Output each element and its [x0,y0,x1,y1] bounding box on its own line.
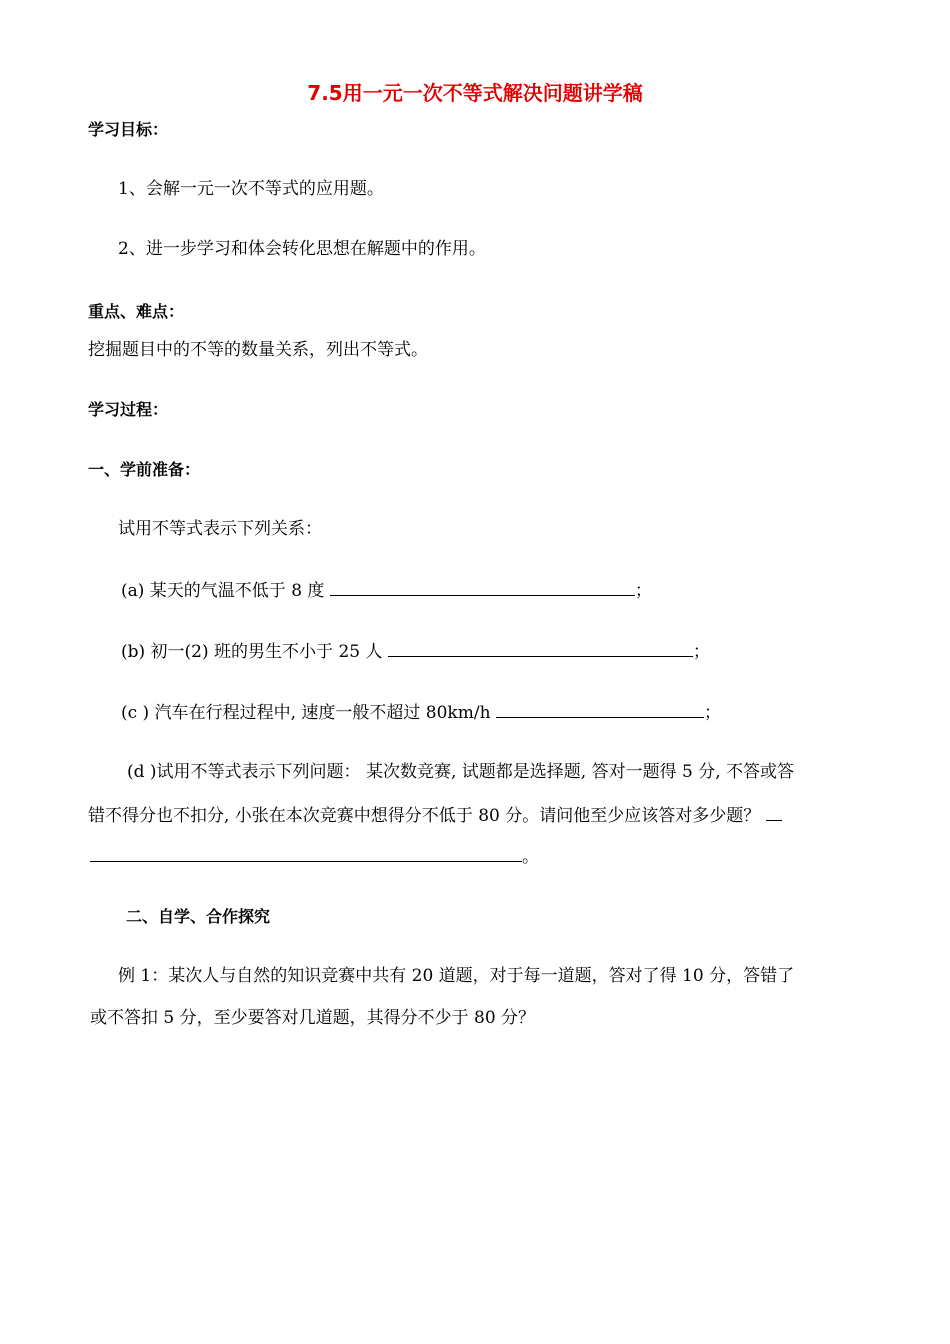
prep-item-b-end: ； [692,642,710,662]
example-1-line1: 例 1：某次人与自然的知识竞赛中共有 20 道题，对于每一道题，答对了得 10 分，答错了 [118,966,795,986]
answer-blank-d[interactable] [90,843,522,862]
document-title: 7.5用一元一次不等式解决问题讲学稿 [307,81,643,105]
answer-blank-d-start[interactable] [766,802,782,821]
answer-blank-a[interactable] [330,577,635,596]
goal-item-2: 2、进一步学习和体会转化思想在解题中的作用。 [118,239,486,259]
prep-item-b-text: (b) 初一(2) 班的男生不小于 25 人 [121,642,383,662]
example-1-line2: 或不答扣 5 分，至少要答对几道题，其得分不少于 80 分？ [90,1008,536,1028]
prep-item-c-text: (c ) 汽车在行程过程中, 速度一般不超过 80km/h [121,703,491,723]
prep-heading: 一、学前准备： [88,460,201,479]
learning-process-heading: 学习过程： [88,400,169,419]
key-points-heading: 重点、难点： [88,302,185,321]
answer-blank-b[interactable] [388,638,693,657]
prep-item-d-line1: (d )试用不等式表示下列问题： 某次数竞赛, 试题都是选择题, 答对一题得 5 分, 不答或答 [127,762,794,782]
prep-item-c [121,699,721,725]
prep-item-c-end: ； [703,703,721,723]
key-points-text: 挖掘题目中的不等的数量关系，列出不等式。 [88,340,428,360]
goal-item-1: 1、会解一元一次不等式的应用题。 [118,179,384,199]
prep-item-a-end: ； [634,581,652,601]
prep-item-d-line3 [90,843,539,869]
prep-item-a [121,577,652,603]
explore-heading: 二、自学、合作探究 [126,907,271,926]
prep-item-d-end: 。 [522,847,539,867]
prep-intro: 试用不等式表示下列关系： [118,519,322,539]
prep-item-d-line2 [88,802,782,828]
learning-goals-heading: 学习目标： [88,120,169,139]
answer-blank-c[interactable] [496,699,704,718]
prep-item-a-text: (a) 某天的气温不低于 8 度 [121,581,325,601]
prep-item-b [121,638,710,664]
prep-item-d-line2-text: 错不得分也不扣分, 小张在本次竞赛中想得分不低于 80 分。请问他至少应该答对多少题？ [88,806,761,826]
